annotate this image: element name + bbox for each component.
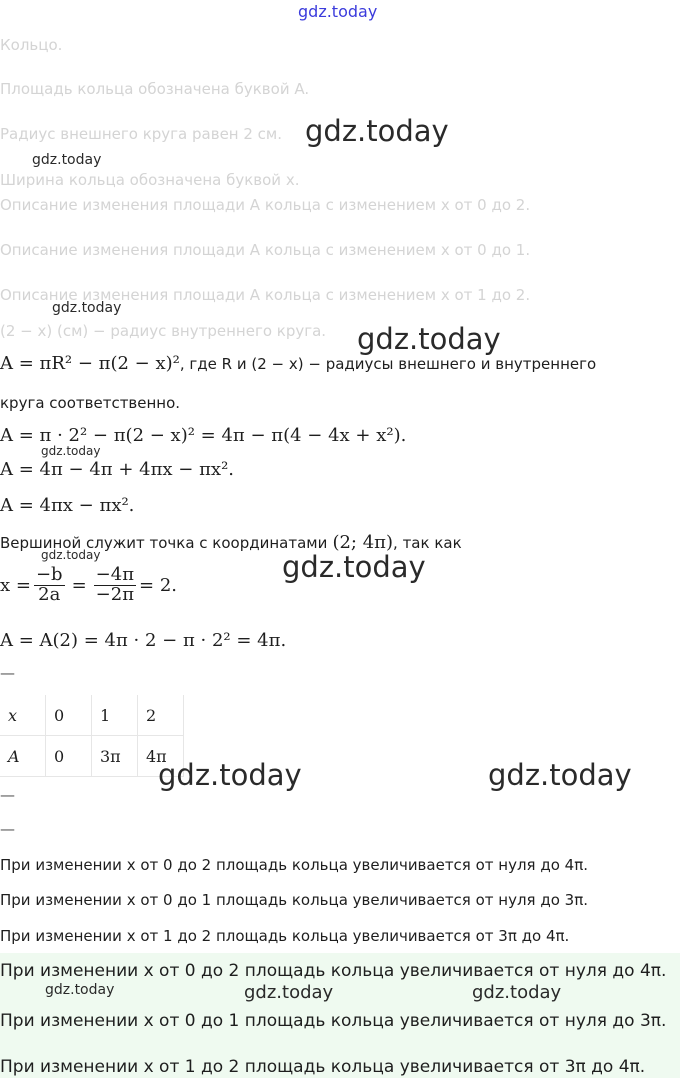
- formula-vertex-x: x = $\frac{-b}{2a}$ = $\frac{-4\pi}{-2\pi}$ = 2.: [0, 564, 178, 605]
- table-cell: x: [0, 695, 46, 736]
- vertex-tail: , так как: [393, 534, 462, 552]
- watermark: gdz.today: [357, 322, 501, 356]
- dash-separator: —: [0, 820, 15, 838]
- dash-separator: —: [0, 786, 15, 804]
- area-formula: A = πR² − π(2 − x)²: [0, 353, 180, 374]
- table-cell: 0: [46, 736, 92, 777]
- vertex-point: (2; 4π): [332, 532, 394, 553]
- formula-area: [0, 353, 596, 374]
- area-formula-continuation: круга соответственно.: [0, 394, 181, 412]
- faded-line-7: Описание изменения площади A кольца с изменением x от 1 до 2.: [0, 286, 531, 304]
- table-row: [0, 736, 184, 777]
- conclusion-line-1: При изменении x от 0 до 2 площадь кольца увеличивается от нуля до 4π.: [0, 856, 589, 874]
- watermark: gdz.today: [244, 982, 334, 1003]
- table-cell: 0: [46, 695, 92, 736]
- table-cell: 4π: [138, 736, 184, 777]
- faded-line-2: Площадь кольца обозначена буквой A.: [0, 80, 310, 98]
- faded-line-3: Радиус внешнего круга равен 2 см.: [0, 125, 283, 143]
- formula-simplified: A = 4πx − πx².: [0, 495, 135, 516]
- formula-expanded: A = 4π − 4π + 4πx − πx².: [0, 459, 235, 480]
- value-table: [0, 695, 184, 777]
- watermark: gdz.today: [41, 444, 101, 458]
- faded-line-5: Описание изменения площади A кольца с изменением x от 0 до 2.: [0, 196, 531, 214]
- fraction-numerator: −b: [35, 564, 63, 585]
- answer-line-2: При изменении x от 0 до 1 площадь кольца увеличивается от нуля до 3π.: [0, 1011, 667, 1031]
- formula-vertex-area: A = A(2) = 4π · 2 − π · 2² = 4π.: [0, 630, 287, 651]
- vertex-x-lhs: x =: [0, 574, 31, 596]
- fraction-numerator: −4π: [95, 564, 135, 585]
- fraction-4pi-2pi: [94, 566, 136, 605]
- vertex-x-rhs: = 2.: [139, 574, 178, 596]
- top-watermark: gdz.today: [298, 2, 378, 21]
- conclusion-line-3: При изменении x от 1 до 2 площадь кольца увеличивается от 3π до 4π.: [0, 927, 570, 945]
- answer-line-3: При изменении x от 1 до 2 площадь кольца увеличивается от 3π до 4π.: [0, 1057, 646, 1077]
- table-cell: 2: [138, 695, 184, 736]
- watermark: gdz.today: [488, 758, 632, 792]
- table-row: [0, 695, 184, 736]
- faded-line-1: Кольцо.: [0, 36, 63, 54]
- watermark: gdz.today: [52, 300, 122, 316]
- table-cell: A: [0, 736, 46, 777]
- fraction-denominator: −2π: [95, 583, 135, 605]
- dash-separator: —: [0, 664, 15, 682]
- table-cell: 3π: [92, 736, 138, 777]
- watermark: gdz.today: [41, 548, 101, 562]
- watermark: gdz.today: [305, 114, 449, 148]
- answer-line-1: При изменении x от 0 до 2 площадь кольца увеличивается от нуля до 4π.: [0, 961, 667, 981]
- area-formula-text: , где R и (2 − x) − радиусы внешнего и внутреннего: [179, 355, 597, 373]
- watermark: gdz.today: [472, 982, 562, 1003]
- fraction-denominator: 2a: [38, 583, 61, 605]
- watermark: gdz.today: [158, 758, 302, 792]
- table-cell: 1: [92, 695, 138, 736]
- faded-line-6: Описание изменения площади A кольца с изменением x от 0 до 1.: [0, 241, 531, 259]
- watermark: gdz.today: [45, 982, 115, 998]
- formula-substitution: A = π · 2² − π(2 − x)² = 4π − π(4 − 4x + x²).: [0, 425, 407, 446]
- faded-line-8: (2 − x) (см) − радиус внутреннего круга.: [0, 322, 327, 340]
- watermark: gdz.today: [282, 550, 426, 584]
- fraction-b-2a: [34, 566, 65, 605]
- vertex-text: Вершиной служит точка с координатами: [0, 534, 328, 552]
- faded-line-4: Ширина кольца обозначена буквой x.: [0, 171, 300, 189]
- conclusion-line-2: При изменении x от 0 до 1 площадь кольца увеличивается от нуля до 3π.: [0, 891, 589, 909]
- watermark: gdz.today: [32, 152, 102, 168]
